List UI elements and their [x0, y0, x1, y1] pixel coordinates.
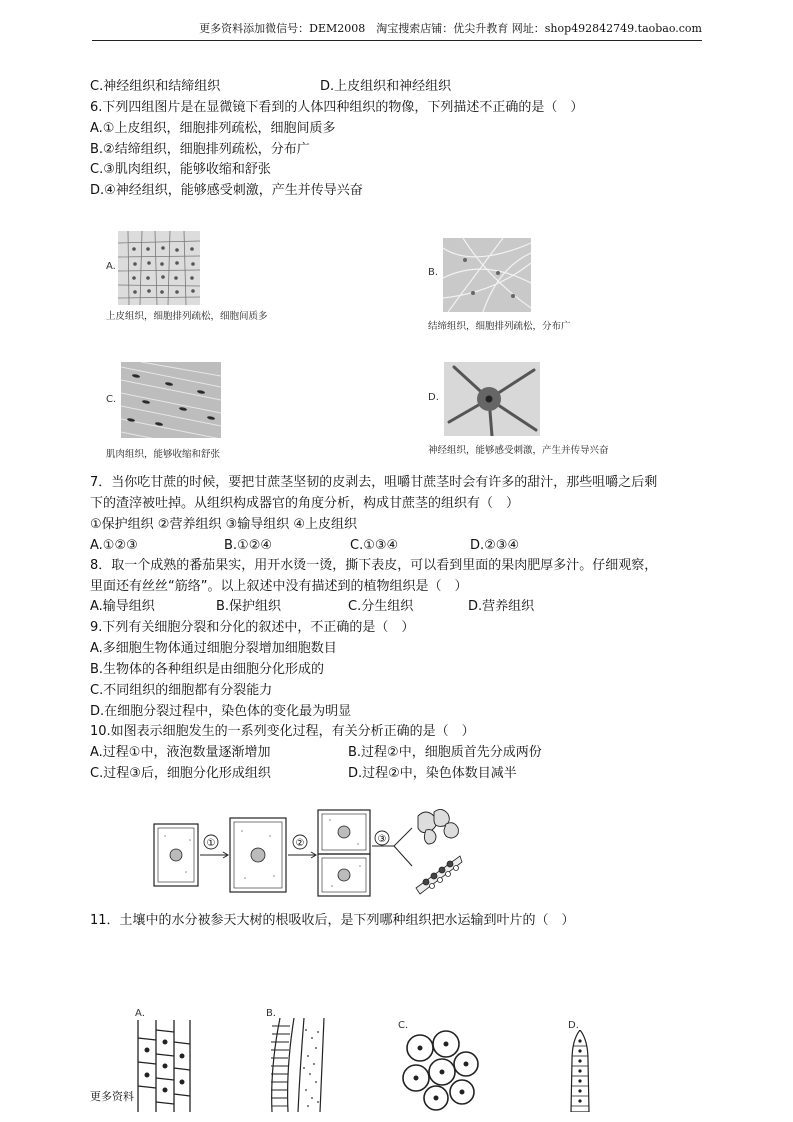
- q9-option-a: A.多细胞生物体通过细胞分裂增加细胞数目: [90, 641, 337, 656]
- step-1-label: ①: [206, 838, 216, 849]
- q10-stem: 10.如图表示细胞发生的一系列变化过程，有关分析正确的是（ ）: [90, 724, 475, 739]
- q5-option-c: C.神经组织和结缔组织: [90, 79, 221, 94]
- nerve-tissue-image: [444, 362, 540, 436]
- q8-option-c: C.分生组织: [348, 599, 414, 614]
- q7-line-3: ①保护组织 ②营养组织 ③输导组织 ④上皮组织: [90, 517, 358, 532]
- q7-option-d: D.②③④: [470, 538, 520, 553]
- q8-option-b: B.保护组织: [216, 599, 282, 614]
- q11-stem: 11．土壤中的水分被参天大树的根吸收后，是下列哪种组织把水运输到叶片的（ ）: [90, 913, 575, 928]
- figure-d-letter: D.: [428, 392, 439, 403]
- q11-figure-a-image: [130, 1020, 196, 1112]
- step-2-label: ②: [295, 838, 305, 849]
- figure-b-letter: B.: [428, 267, 439, 278]
- q11-figure-c-letter: C．: [398, 1020, 415, 1031]
- q8-line-1: 8．取一个成熟的番茄果实，用开水烫一烫，撕下表皮，可以看到里面的果肉肥厚多汁。仔细观察，: [90, 558, 658, 573]
- figure-c-letter: C.: [106, 394, 117, 405]
- q8-option-d: D.营养组织: [468, 599, 535, 614]
- q7-line-1: 7．当你吃甘蔗的时候，要把甘蔗茎坚韧的皮剥去，咀嚼甘蔗茎时会有许多的甜汁，那些咀嚼之后剩: [90, 475, 658, 490]
- q11-figure-d-letter: D．: [568, 1020, 586, 1031]
- figure-d-caption: 神经组织，能够感受刺激，产生并传导兴奋: [428, 445, 609, 456]
- q6-stem: 6.下列四组图片是在显微镜下看到的人体四种组织的物像，下列描述不正确的是（ ）: [90, 100, 584, 115]
- q5-option-d: D.上皮组织和神经组织: [320, 79, 452, 94]
- q9-stem: 9.下列有关细胞分裂和分化的叙述中，不正确的是（ ）: [90, 620, 415, 635]
- figure-c-caption: 肌肉组织，能够收缩和舒张: [106, 449, 221, 460]
- q11-figure-b-image: [266, 1018, 328, 1112]
- q9-option-c: C.不同组织的细胞都有分裂能力: [90, 683, 273, 698]
- q7-option-a: A.①②③: [90, 538, 138, 553]
- q6-option-a: A.①上皮组织，细胞排列疏松，细胞间质多: [90, 121, 336, 136]
- q7-line-2: 下的渣滓被吐掉。从组织构成器官的角度分析，构成甘蔗茎的组织有（ ）: [90, 496, 520, 511]
- epithelial-tissue-image: [118, 231, 200, 305]
- q11-figure-c-image: [400, 1028, 480, 1112]
- q11-figure-d-image: [568, 1030, 592, 1112]
- q6-option-b: B.②结缔组织，细胞排列疏松，分布广: [90, 142, 310, 157]
- cell-division-diagram: [150, 806, 480, 898]
- q8-option-a: A.输导组织: [90, 599, 155, 614]
- page-footer: 更多资料: [90, 1090, 134, 1103]
- q9-option-b: B.生物体的各种组织是由细胞分化形成的: [90, 662, 325, 677]
- figure-b-caption: 结缔组织，细胞排列疏松，分布广: [428, 321, 571, 332]
- q10-option-a: A.过程①中，液泡数量逐渐增加: [90, 745, 271, 760]
- q10-option-d: D.过程②中，染色体数目减半: [348, 766, 517, 781]
- q9-option-d: D.在细胞分裂过程中，染色体的变化最为明显: [90, 704, 352, 719]
- figure-a-letter: A.: [106, 261, 116, 272]
- q7-option-c: C.①③④: [350, 538, 399, 553]
- q10-option-b: B.过程②中，细胞质首先分成两份: [348, 745, 542, 760]
- q11-figure-b-letter: B．: [266, 1008, 283, 1019]
- muscle-tissue-image: [121, 362, 221, 438]
- q6-option-c: C.③肌肉组织，能够收缩和舒张: [90, 162, 271, 177]
- q11-figure-a-letter: A．: [135, 1008, 152, 1019]
- q8-line-2: 里面还有丝丝“筋络”。以上叙述中没有描述到的植物组织是（ ）: [90, 579, 468, 594]
- page-header: 更多资料添加微信号：DEM2008 淘宝搜索店铺：优尖升教育 网址：shop492842749.taobao.com: [92, 18, 702, 41]
- step-3-label: ③: [377, 834, 387, 845]
- q7-option-b: B.①②④: [224, 538, 273, 553]
- figure-a-caption: 上皮组织，细胞排列疏松，细胞间质多: [106, 311, 268, 322]
- q6-option-d: D.④神经组织，能够感受刺激，产生并传导兴奋: [90, 183, 363, 198]
- q10-option-c: C.过程③后，细胞分化形成组织: [90, 766, 271, 781]
- connective-tissue-image: [443, 238, 531, 312]
